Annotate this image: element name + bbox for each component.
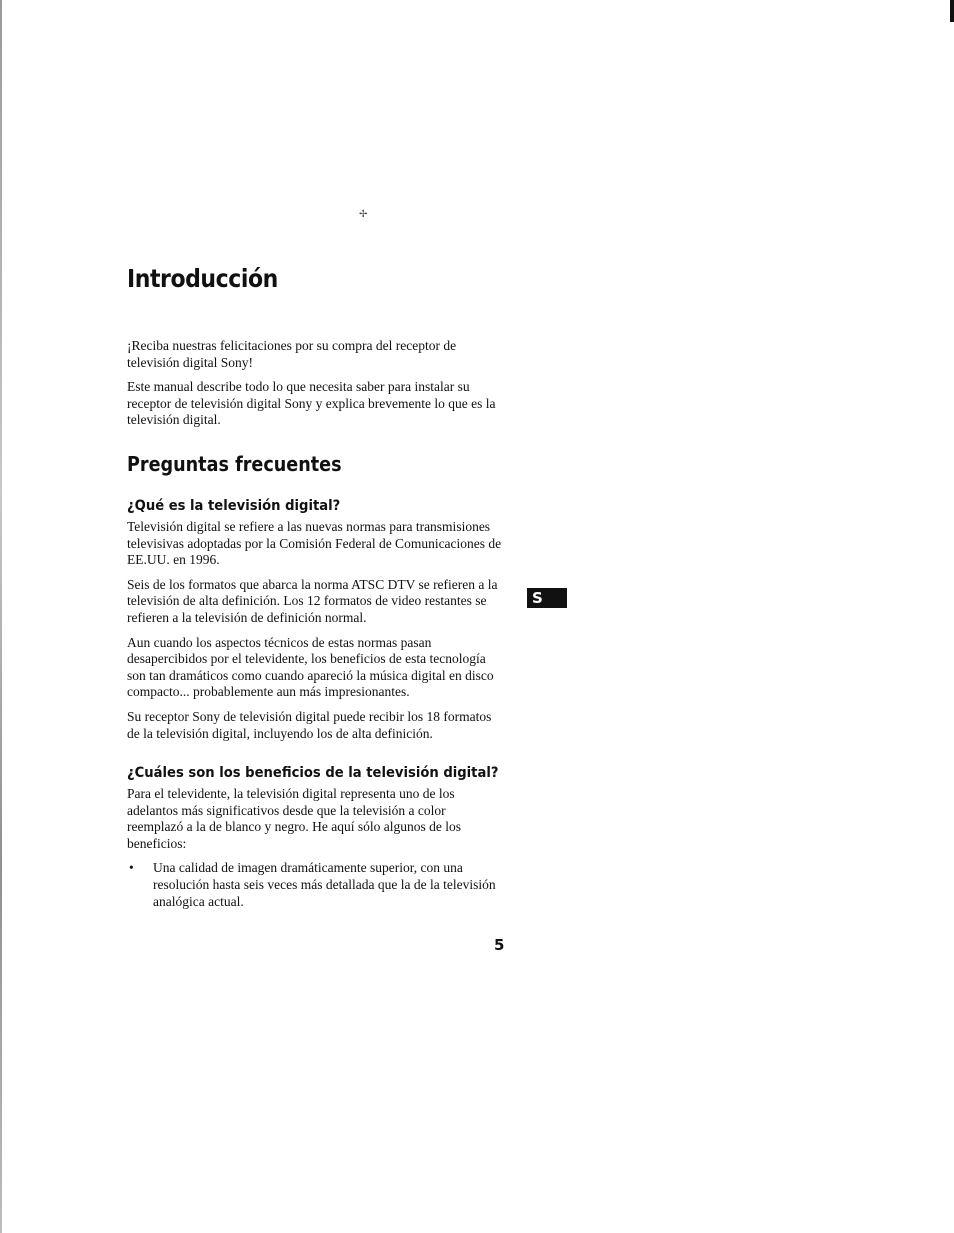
q1-paragraph-3: Aun cuando los aspectos técnicos de estas normas pasan desapercibidos por el televidente, los beneficios de esta tecnología son tan dramáticos como cuando apareció la música digital en disco compacto... probablemente aun más impresionantes. bbox=[127, 634, 494, 700]
page-number: 5 bbox=[494, 936, 505, 954]
scan-left-edge bbox=[0, 0, 2, 1233]
intro-paragraph-2: Este manual describe todo lo que necesita saber para instalar su receptor de televisión digital Sony y explica brevemente lo que es la televisión digital. bbox=[127, 379, 496, 428]
page-content bbox=[127, 260, 505, 910]
section-heading-faq: Preguntas frecuentes bbox=[127, 451, 342, 476]
q1-paragraph-2: Seis de los formatos que abarca la norma ATSC DTV se refieren a la televisión de alta definición. Los 12 formatos de video restantes se refieren a la televisión de definición normal. bbox=[127, 576, 498, 625]
scan-right-mark bbox=[950, 0, 954, 22]
question-heading-1: ¿Qué es la televisión digital? bbox=[127, 497, 341, 514]
list-item: • Una calidad de imagen dramáticamente superior, con una resolución hasta seis veces más detallada que la de la televisión analógica actual. bbox=[127, 860, 505, 910]
q2-paragraph-1: Para el televidente, la televisión digital representa uno de los adelantos más significativos desde que la televisión a color reemplazó a la de blanco y negro. He aquí sólo algunos de los beneficios: bbox=[127, 786, 462, 851]
question-heading-2: ¿Cuáles son los beneficios de la televisión digital? bbox=[127, 765, 499, 782]
benefits-list bbox=[127, 860, 505, 910]
page-title: Introducción bbox=[127, 264, 278, 293]
intro-paragraph-1: ¡Reciba nuestras felicitaciones por su compra del receptor de televisión digital Sony! bbox=[127, 338, 457, 370]
q1-paragraph-4: Su receptor Sony de televisión digital puede recibir los 18 formatos de la televisión digital, incluyendo los de alta definición. bbox=[127, 708, 492, 741]
scan-speck: ✢ bbox=[359, 209, 368, 220]
section-tab bbox=[527, 588, 567, 608]
section-tab-letter: S bbox=[532, 589, 543, 607]
q1-paragraph-1: Televisión digital se refiere a las nuevas normas para transmisiones televisivas adoptadas por la Comisión Federal de Comunicaciones de EE.UU. en 1996. bbox=[127, 518, 502, 568]
